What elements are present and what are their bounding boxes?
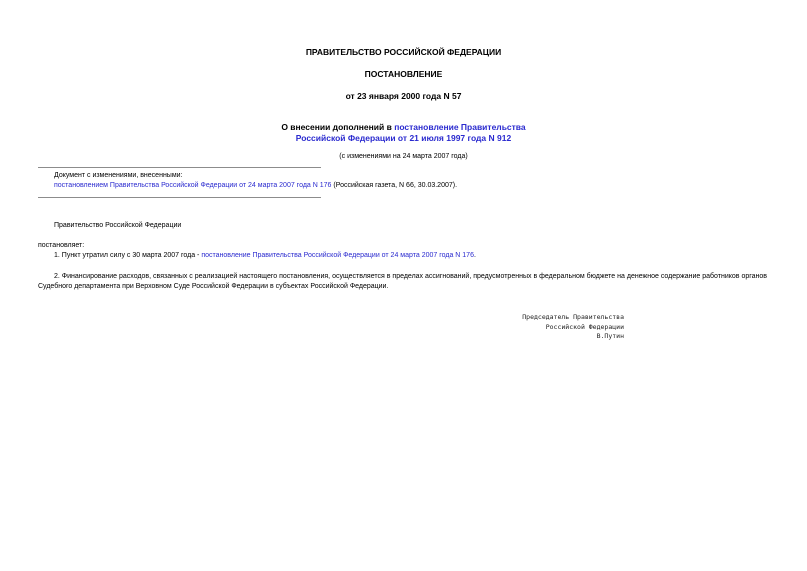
changes-reference [54,181,457,191]
signature-line3: В.Путин [596,332,624,340]
changes-bottom-rule [38,197,321,198]
item-1-suffix: . [473,252,476,259]
signature-line2: Российской Федерации [545,322,624,331]
government-heading: ПРАВИТЕЛЬСТВО РОССИЙСКОЙ ФЕДЕРАЦИИ [305,47,502,57]
changes-top-rule [38,167,321,168]
item-1-prefix: 1. Пункт утратил силу с 30 марта 2007 года - [54,252,202,259]
edition-note: (с изменениями на 24 марта 2007 года) [339,153,468,160]
government-line: Правительство Российской Федерации [54,222,182,229]
signature-line1: Председатель Правительства [522,313,624,321]
item-2: 2. Финансирование расходов, связанных с реализацией настоящего постановления, осуществляется в пределах ассигнований, предусмотренных в федеральном бюджете на денежное содержание работников органов Судебного департамента при Верховном Суде Российской Федерации в субъектах Российской Федерации. [38,273,767,290]
document-title [0,122,807,144]
changes-source: (Российская газета, N 66, 30.03.2007). [331,182,458,189]
title-prefix: О внесении дополнений в [281,122,395,132]
item-1-link[interactable]: постановление Правительства Российской Федерации от 24 марта 2007 года N 176 [201,252,474,259]
signature-block [522,313,624,342]
date-number-heading: от 23 января 2000 года N 57 [345,91,462,101]
title-link-line1[interactable]: постановление Правительства [394,122,526,132]
changes-link[interactable]: постановлением Правительства Российской Федерации от 24 марта 2007 года N 176 [54,182,332,189]
title-link-line2[interactable]: Российской Федерации от 21 июля 1997 года N 912 [295,133,512,143]
item-1 [54,251,476,261]
decides-line: постановляет: [38,242,85,249]
changes-intro: Документ с изменениями, внесенными: [54,172,183,179]
document-type-heading: ПОСТАНОВЛЕНИЕ [364,69,443,79]
